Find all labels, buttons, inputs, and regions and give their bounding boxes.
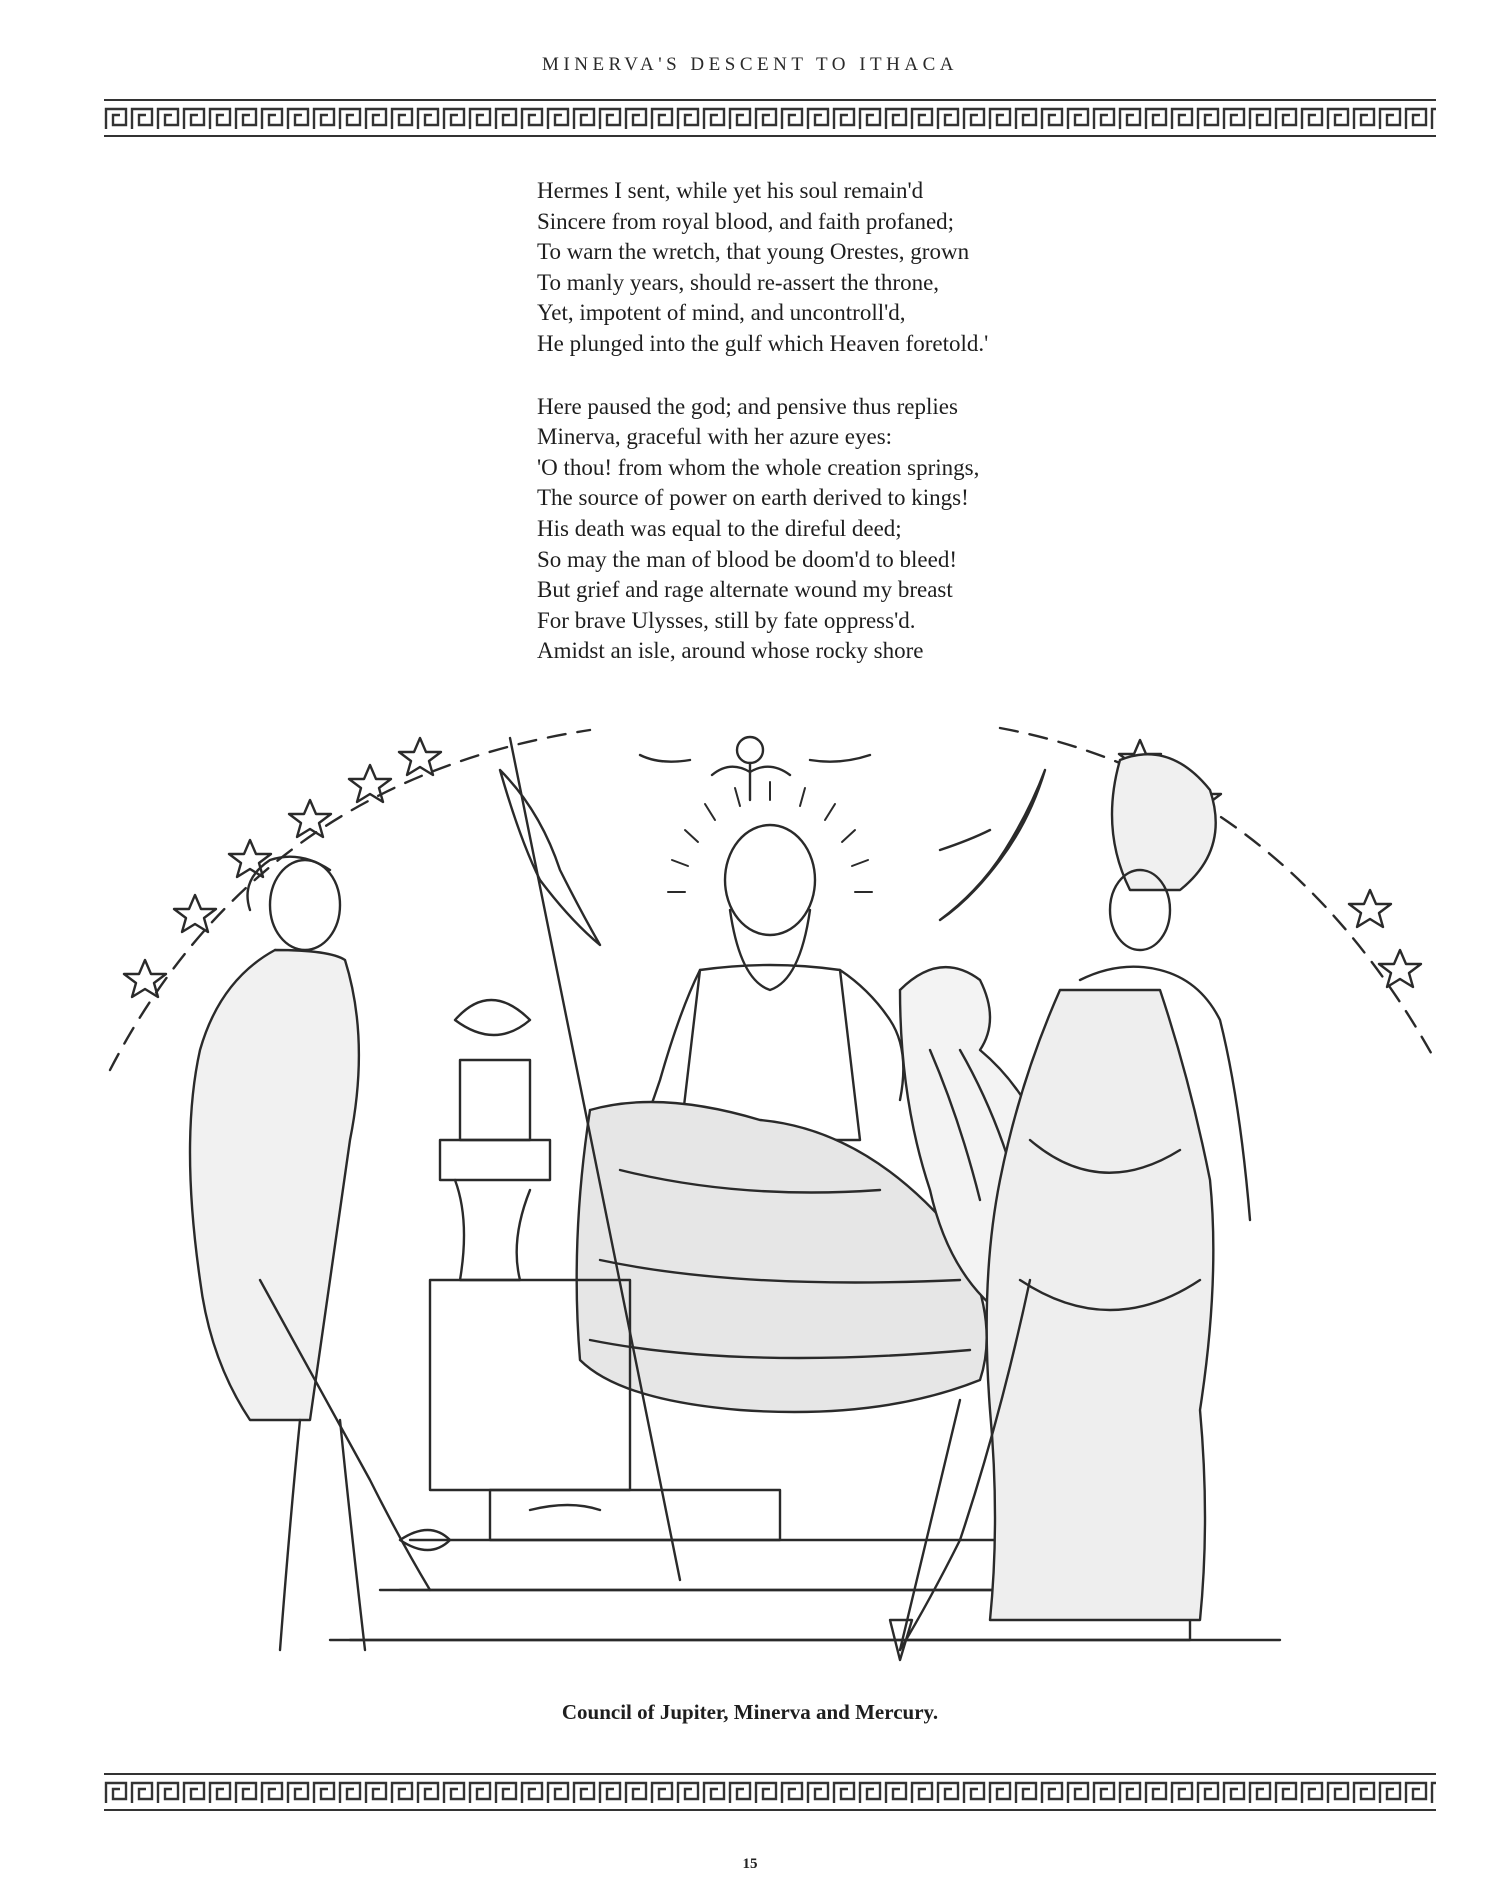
poem-line: But grief and rage alternate wound my breast [537,577,953,603]
poem-stanza [537,176,988,360]
running-title: MINERVA'S DESCENT TO ITHACA [542,54,958,75]
poem-line: He plunged into the gulf which Heaven foretold.' [537,330,989,356]
minerva-spear [900,1400,960,1650]
greek-key-border-top [104,98,1436,138]
star-icon [1349,890,1391,927]
poem-line: The source of power on earth derived to kings! [537,485,969,511]
star-icon [174,895,216,932]
poem-line: Yet, impotent of mind, and uncontroll'd, [537,300,906,326]
flying-figure-right [940,770,1045,920]
poem-line: Here paused the god; and pensive thus replies [537,393,958,419]
star-icon [289,800,331,837]
poem-line: 'O thou! from whom the whole creation springs, [537,454,980,480]
poem-line: His death was equal to the direful deed; [537,515,902,541]
poem-line: To warn the wretch, that young Orestes, grown [537,239,970,265]
poem-line: To manly years, should re-assert the throne, [537,269,940,295]
mercury-figure [190,857,450,1650]
poem-stanza [537,392,988,667]
star-icon [124,960,166,997]
poem-line: So may the man of blood be doom'd to bleed! [537,546,957,572]
poem-line: Hermes I sent, while yet his soul remain'd [537,178,924,203]
page-number: 15 [742,1856,758,1872]
council-illustration [100,720,1440,1680]
greek-key-border-bottom [104,1772,1436,1812]
illustration-caption: Council of Jupiter, Minerva and Mercury. [561,1700,939,1724]
flying-cupid [640,737,870,800]
halo-rays [668,782,872,892]
poem-text [537,176,988,667]
poem-line: Minerva, graceful with her azure eyes: [537,424,893,450]
star-icon [349,765,391,802]
star-icon [1379,950,1421,987]
poem-line: For brave Ulysses, still by fate oppress'd. [537,607,916,633]
flying-figure-left [500,770,600,945]
poem-line: Sincere from royal blood, and faith profaned; [537,208,955,234]
poem-line: Amidst an isle, around whose rocky shore [537,638,924,664]
